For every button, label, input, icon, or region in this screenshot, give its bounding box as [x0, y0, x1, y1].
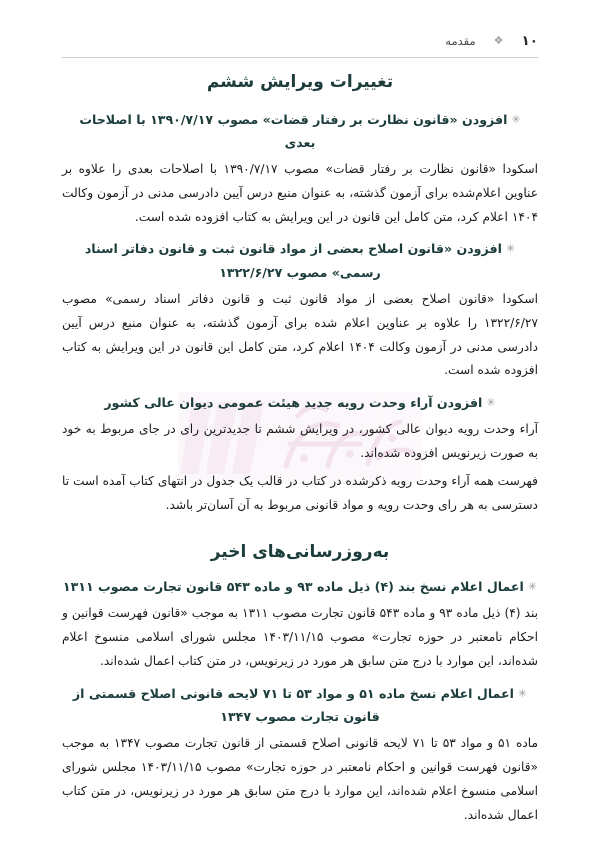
- running-header-label: مقدمه: [445, 34, 476, 48]
- bullet-heading: [62, 575, 538, 598]
- bullet-heading-text: افزودن آراء وحدت رویه جدید هیئت عمومی دیوان عالی کشور: [104, 395, 483, 411]
- paragraph: اسکودا «قانون اصلاح بعضی از مواد قانون ثبت و قانون دفاتر اسناد رسمی» مصوب ۱۳۲۲/۶/۲۷ را علاوه بر عناوین اعلام شده برای آزمون گذشته، به عنوان منبع درس آیین دادرسی مدنی در آزمون وکالت ۱۴۰۴ اعلام کرد، متن کامل این قانون در این ویرایش به کتاب افزوده شده است.: [62, 292, 538, 378]
- paragraph: آراء وحدت رویه دیوان عالی کشور، در ویرایش ششم تا جدیدترین رای در جای مربوط به خود به صورت زیرنویس افزوده شده‌اند.: [62, 422, 538, 461]
- paragraph: ماده ۵۱ و مواد ۵۳ تا ۷۱ لایحه قانونی اصلاح قسمتی از قانون تجارت مصوب ۱۳۴۷ به موجب «قانون فهرست قوانین و احکام نامعتبر در حوزه تجارت» مصوب ۱۴۰۳/۱۱/۱۵ مجلس شورای اسلامی منسوخ اعلام شده‌اند، این موارد با درج متن سابق هر مورد در زیرنویس، در متن کتاب اعمال شده‌اند.: [62, 736, 538, 822]
- star-bullet-icon: ✳: [505, 242, 516, 256]
- star-bullet-icon: ✳: [486, 396, 496, 410]
- bullet-heading: [62, 237, 538, 284]
- header-divider: [62, 57, 538, 58]
- diamond-ornament-icon: ❖: [493, 33, 504, 47]
- page-content: [62, 64, 538, 835]
- paragraph: بند (۴) ذیل ماده ۹۳ و ماده ۵۴۳ قانون تجارت مصوب ۱۳۱۱ به موجب «قانون فهرست قوانین و احکام نامعتبر در حوزه تجارت» مصوب ۱۴۰۳/۱۱/۱۵ مجلس شورای اسلامی منسوخ اعلام شده‌اند، این موارد با درج متن سابق هر مورد در زیرنویس، در متن کتاب اعمال شده‌اند.: [62, 606, 539, 668]
- paragraph: اسکودا «قانون نظارت بر رفتار قضات» مصوب ۱۳۹۰/۷/۱۷ با اصلاحات بعدی را علاوه بر عناوین اعلام‌شده برای آزمون گذشته، به عنوان منبع درس آیین دادرسی مدنی در آزمون وکالت ۱۴۰۴ اعلام کرد، متن کامل این قانون در این ویرایش به کتاب افزوده شده است.: [62, 162, 538, 224]
- star-bullet-icon: ✳: [511, 112, 521, 126]
- bullet-heading: [62, 682, 538, 729]
- bullet-heading-text: افزودن «قانون اصلاح بعضی از مواد قانون ثبت و قانون دفاتر اسناد رسمی» مصوب ۱۳۲۲/۶/۲۷: [84, 241, 502, 280]
- bullet-heading-text: افزودن «قانون نظارت بر رفتار قضات» مصوب ۱۳۹۰/۷/۱۷ با اصلاحات بعدی: [79, 111, 508, 150]
- bullet-heading-text: اعمال اعلام نسخ ماده ۵۱ و مواد ۵۳ تا ۷۱ لایحه قانونی اصلاح قسمتی از قانون تجارت مصوب ۱۳۴۷: [72, 685, 514, 725]
- section-title-sixth-edition: تغییرات ویرایش ششم: [206, 72, 394, 92]
- bullet-heading: [62, 391, 538, 414]
- star-bullet-icon: ✳: [517, 686, 528, 700]
- bullet-heading-text: اعمال اعلام نسخ بند (۴) ذیل ماده ۹۳ و ماده ۵۴۳ قانون تجارت مصوب ۱۳۱۱: [62, 579, 524, 595]
- paragraph: فهرست همه آراء وحدت رویه ذکرشده در کتاب در قالب یک جدول در انتهای کتاب آمده است تا دسترسی به هر رای وحدت رویه و مواد قانونی مربوط به آن آسان‌تر باشد.: [62, 474, 538, 512]
- bullet-heading: [62, 108, 538, 155]
- page-number: ۱۰: [521, 33, 538, 49]
- running-header: [62, 30, 538, 52]
- section-title-recent-updates: به‌روزرسانی‌های اخیر: [210, 541, 390, 562]
- star-bullet-icon: ✳: [527, 580, 538, 594]
